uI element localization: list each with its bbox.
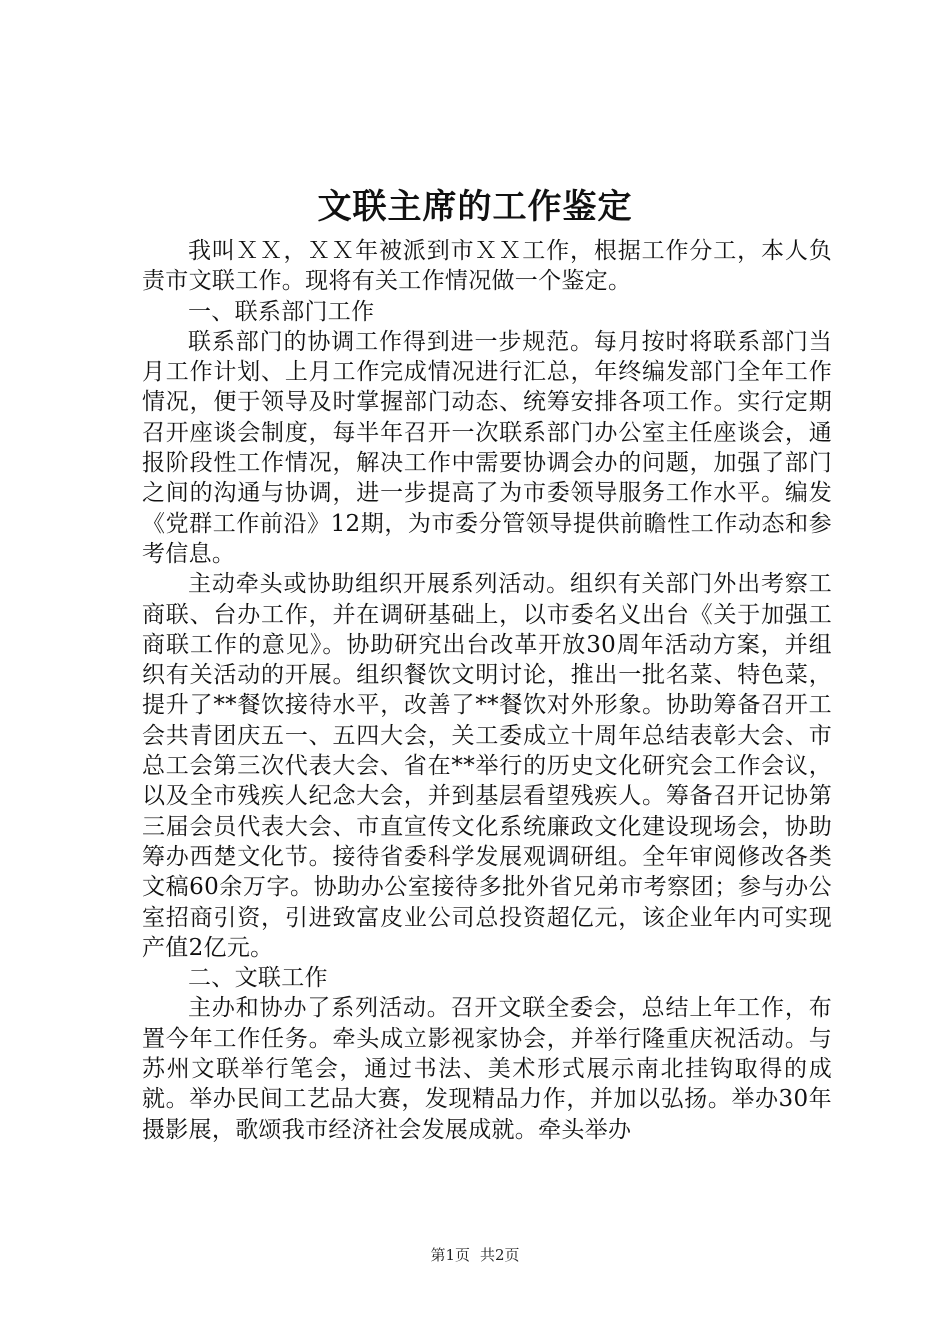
body-paragraph: 主动牵头或协助组织开展系列活动。组织有关部门外出考察工商联、台办工作，并在调研基础上，以市委名义出台《关于加强工商联工作的意见》。协助研究出台改革开放30周年活动方案，并组织有关活动的开展。组织餐饮文明讨论，推出一批名菜、特色菜，提升了**餐饮接待水平，改善了**餐饮对外形象。协助筹备召开工会共青团庆五一、五四大会，关工委成立十周年总结表彰大会、市总工会第三次代表大会、省在**举行的历史文化研究会工作会议，以及全市残疾人纪念大会，并到基层看望残疾人。筹备召开记协第三届会员代表大会、市直宣传文化系统廉政文化建设现场会，协助筹办西楚文化节。接待省委科学发展观调研组。全年审阅修改各类文稿60余万字。协助办公室接待多批外省兄弟市考察团；参与办公室招商引资，引进致富皮业公司总投资超亿元，该企业年内可实现产值2亿元。 (142, 571, 832, 961)
section-heading-1: 一、联系部门工作 (188, 298, 375, 325)
document-title: 文联主席的工作鉴定 (317, 187, 633, 227)
document-body (142, 236, 832, 1145)
body-paragraph: 联系部门的协调工作得到进一步规范。每月按时将联系部门当月工作计划、上月工作完成情况进行汇总，年终编发部门全年工作情况，便于领导及时掌握部门动态、统筹安排各项工作。实行定期召开座谈会制度，每半年召开一次联系部门办公室主任座谈会，通报阶段性工作情况，解决工作中需要协调会办的问题，加强了部门之间的沟通与协调，进一步提高了为市委领导服务工作水平。编发《党群工作前沿》12期，为市委分管领导提供前瞻性工作动态和参考信息。 (142, 328, 832, 567)
body-paragraph: 主办和协办了系列活动。召开文联全委会，总结上年工作，布置今年工作任务。牵头成立影视家协会，并举行隆重庆祝活动。与苏州文联举行笔会，通过书法、美术形式展示南北挂钩取得的成就。举办民间工艺品大赛，发现精品力作，并加以弘扬。举办30年摄影展，歌颂我市经济社会发展成就。牵头举办 (142, 995, 832, 1143)
page-footer (0, 1244, 950, 1265)
page-number: 第1页 (430, 1246, 470, 1264)
intro-paragraph: 我叫ＸＸ，ＸＸ年被派到市ＸＸ工作，根据工作分工，本人负责市文联工作。现将有关工作情况做一个鉴定。 (142, 238, 832, 295)
page-total: 共2页 (480, 1246, 520, 1264)
section-heading-2: 二、文联工作 (188, 965, 328, 992)
